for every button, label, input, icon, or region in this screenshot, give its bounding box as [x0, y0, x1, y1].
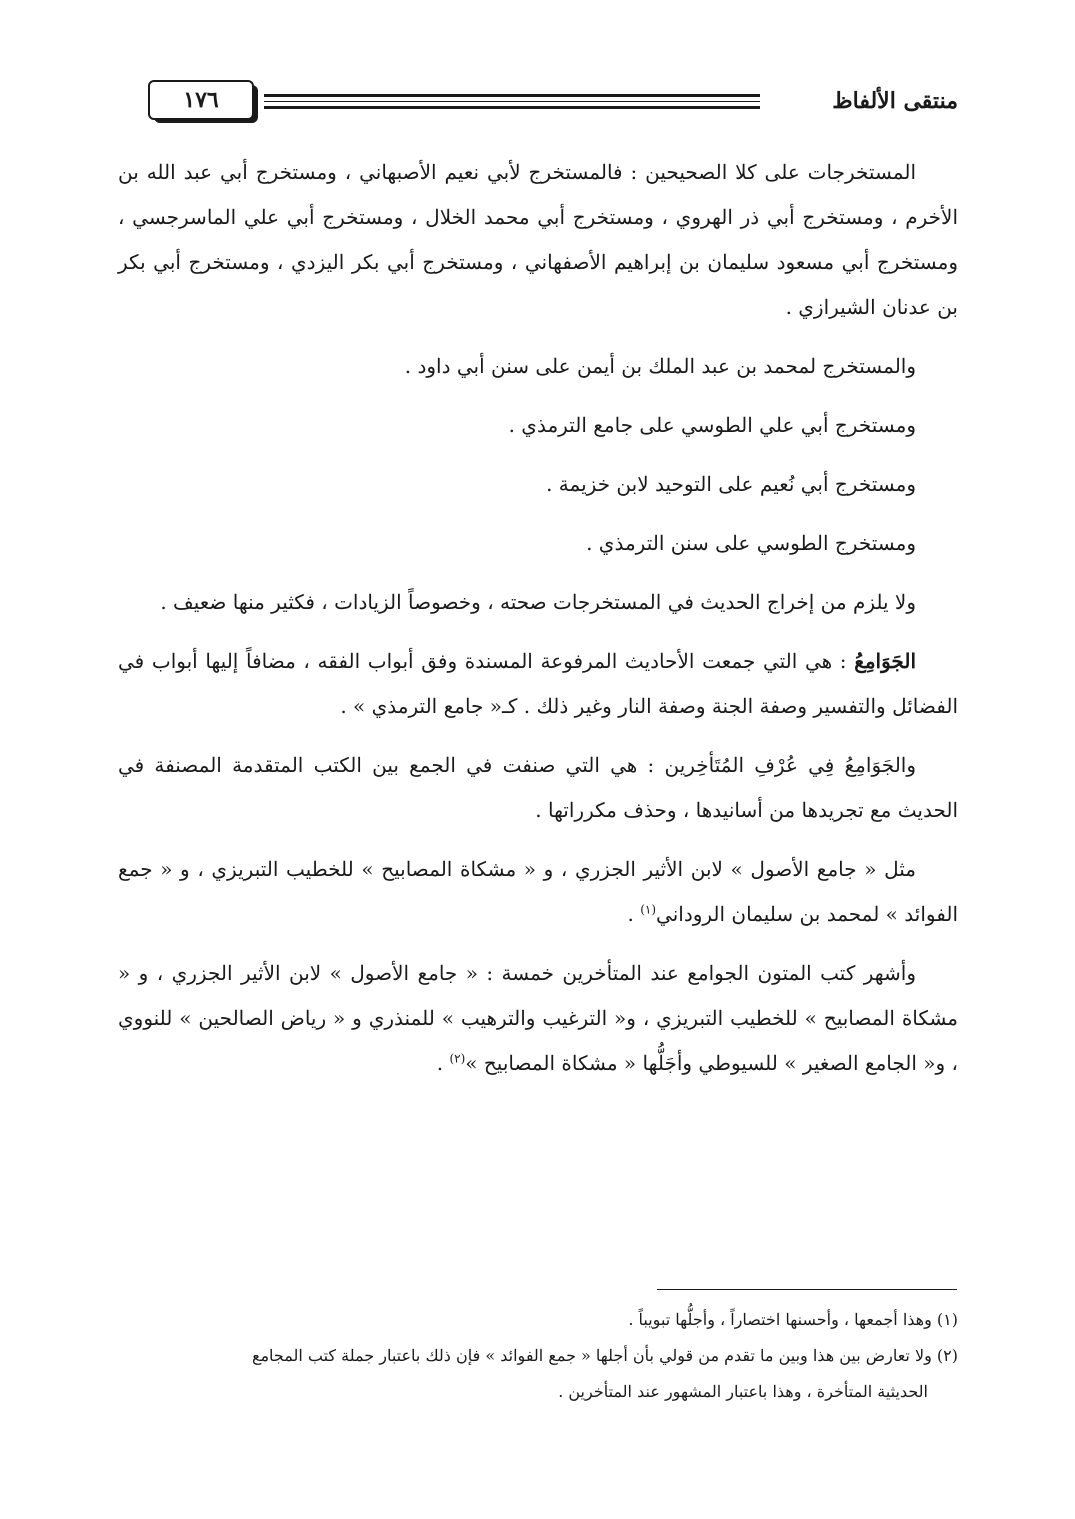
footnotes — [118, 1302, 958, 1410]
paragraph-tirmidhi-jami: ومستخرج أبي علي الطوسي على جامع الترمذي . — [508, 413, 916, 437]
footnote-ref-2[interactable]: (٢) — [449, 1051, 466, 1066]
text-line-end: . — [627, 902, 641, 926]
page-number: ١٧٦ — [148, 80, 254, 120]
text-line: و « مشكاة المصابيح » للخطيب التبريزي ، و« الترغيب والترهيب » للمنذري و « رياض — [118, 961, 958, 1030]
paragraph-examples — [118, 847, 958, 937]
term-jawami: الجَوَامِعُ — [854, 649, 916, 673]
text-line: وأشهر كتب المتون الجوامع عند المتأخرين خمسة : « جامع الأصول » لابن الأثير الجزري ، — [156, 961, 916, 985]
paragraph-abu-dawud: والمستخرج لمحمد بن عبد الملك بن أيمن على سنن أبي داود . — [404, 354, 916, 378]
footnote-separator — [657, 1289, 957, 1290]
page-number-box — [148, 80, 258, 122]
text-line: الحديث مع تجريدها من أسانيدها ، وحذف مكرراتها . — [535, 798, 958, 822]
footnote-ref-1[interactable]: (١) — [640, 902, 657, 917]
paragraph-mustakhrajat-sahihayn — [118, 150, 958, 330]
footnote-1: (١) وهذا أجمعها ، وأحسنها اختصاراً ، وأجلُّها تبويباً . — [628, 1310, 958, 1329]
header-rule-middle — [264, 101, 760, 102]
main-text — [118, 150, 958, 1086]
paragraph-jawami-later — [118, 743, 958, 833]
text-line: الله بن الأخرم ، ومستخرج أبي ذر الهروي ، ومستخرج أبي محمد الخلال ، ومستخرج أبي علي — [118, 160, 958, 229]
text-line: اليزدي ، ومستخرج أبي بكر بن عدنان الشيرازي . — [118, 250, 958, 319]
text-line: ضعيف . — [160, 590, 227, 614]
text-line: (٢) ولا تعارض بين هذا وبين ما تقدم من قولي بأن أجلها « جمع الفوائد » فإن ذلك باعتبار جملة كتب المجامع — [251, 1346, 958, 1365]
footnote-2 — [118, 1338, 958, 1374]
paragraph-famous-books — [118, 951, 958, 1086]
header-rule-bottom — [264, 106, 760, 109]
text-line: و « جمع الفوائد » لمحمد بن سليمان الروداني — [118, 857, 958, 926]
page-header — [118, 80, 958, 128]
text-line-end: . — [436, 1051, 450, 1075]
text-line: الصالحين » للنووي ، و« الجامع الصغير » للسيوطي وأجَلُّها « مشكاة المصابيح » — [118, 1006, 958, 1075]
text-line: : هي التي جمعت الأحاديث المرفوعة المسندة وفق أبواب الفقه ، مضافاً إليها أبواب — [151, 649, 855, 673]
text-line: المستخرجات على كلا الصحيحين : فالمستخرج لأبي نعيم الأصبهاني ، ومستخرج أبي عبد — [183, 160, 916, 184]
text-line: والجَوَامِعُ فِي عُرْفِ المُتَأخِرين : هي التي صنفت في الجمع بين الكتب المتقدمة المصنفة في — [118, 753, 916, 777]
paragraph-jawami-definition — [118, 639, 958, 729]
text-line: مثل « جامع الأصول » لابن الأثير الجزري ، و « مشكاة المصابيح » للخطيب التبريزي ، — [197, 857, 916, 881]
running-title: منتقى الألفاظ — [832, 88, 958, 114]
text-line: ولا يلزم من إخراج الحديث في المستخرجات صحته ، وخصوصاً الزيادات ، فكثير منها — [232, 590, 916, 614]
paragraph-tirmidhi-sunan: ومستخرج الطوسي على سنن الترمذي . — [586, 531, 916, 555]
header-rule-top — [264, 94, 760, 97]
paragraph-tawhid: ومستخرج أبي نُعيم على التوحيد لابن خزيمة . — [546, 472, 916, 496]
footnote-2-continuation: الحديثية المتأخرة ، وهذا باعتبار المشهور عند المتأخرين . — [558, 1382, 928, 1401]
paragraph-authenticity — [118, 580, 958, 625]
text-line: الماسرجسي ، ومستخرج أبي مسعود سليمان بن إبراهيم الأصفهاني ، ومستخرج أبي بكر — [118, 205, 958, 274]
text-line: في الفضائل والتفسير وصفة الجنة وصفة النار وغير ذلك . كـ« جامع الترمذي » . — [118, 649, 958, 718]
